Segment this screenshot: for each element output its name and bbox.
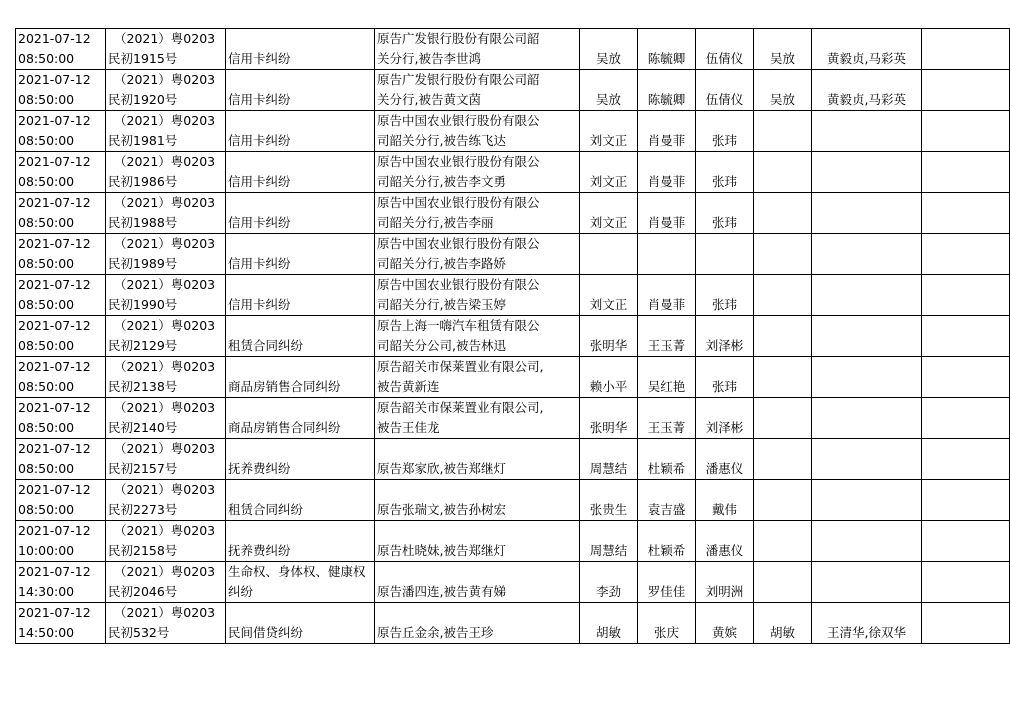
datetime-cell	[16, 275, 106, 316]
jurors-cell	[812, 439, 922, 480]
parties-cell	[375, 521, 580, 562]
table-row	[16, 29, 1010, 70]
parties-line-2: 司韶关分公司,被告林迅	[377, 338, 506, 353]
assistant-cell: 杜颖希	[638, 439, 696, 480]
table-row	[16, 439, 1010, 480]
case-number-cell	[106, 152, 226, 193]
case-number-cell	[106, 480, 226, 521]
parties-cell	[375, 111, 580, 152]
case-number-suffix: 民初1981号	[108, 133, 178, 148]
case-number-suffix: 民初2157号	[108, 461, 178, 476]
case-number-suffix: 民初1986号	[108, 174, 178, 189]
case-number-cell	[106, 275, 226, 316]
parties-line-2: 关分行,被告黄文茵	[377, 92, 481, 107]
clerk-cell: 戴伟	[696, 480, 754, 521]
time-text: 08:50:00	[18, 51, 75, 66]
table-row	[16, 70, 1010, 111]
presiding-cell	[754, 152, 812, 193]
parties-line-2: 原告潘四连,被告黄有娣	[377, 584, 506, 599]
case-number-cell	[106, 357, 226, 398]
judge-cell: 刘文正	[580, 275, 638, 316]
jurors-cell	[812, 193, 922, 234]
jurors-cell	[812, 480, 922, 521]
table-row	[16, 480, 1010, 521]
case-number-cell	[106, 234, 226, 275]
parties-line-2: 司韶关分行,被告李丽	[377, 215, 494, 230]
clerk-cell	[696, 234, 754, 275]
table-row	[16, 275, 1010, 316]
jurors-cell	[812, 398, 922, 439]
case-number-suffix: 民初1920号	[108, 92, 178, 107]
parties-line-2: 原告杜晓妹,被告郑继灯	[377, 543, 506, 558]
empty-cell	[922, 439, 1010, 480]
clerk-cell: 潘惠仪	[696, 521, 754, 562]
date-text: 2021-07-12	[18, 359, 91, 374]
parties-line-2: 原告丘金余,被告王珍	[377, 625, 494, 640]
case-number-cell	[106, 398, 226, 439]
assistant-cell: 吴红艳	[638, 357, 696, 398]
presiding-cell	[754, 111, 812, 152]
judge-cell: 胡敏	[580, 603, 638, 644]
parties-line-1	[377, 480, 577, 500]
case-number-suffix: 民初1989号	[108, 256, 178, 271]
presiding-cell: 吴放	[754, 29, 812, 70]
case-number-suffix: 民初2158号	[108, 543, 178, 558]
case-type-cell: 信用卡纠纷	[226, 70, 375, 111]
time-text: 08:50:00	[18, 174, 75, 189]
table-row	[16, 111, 1010, 152]
assistant-cell: 肖曼菲	[638, 152, 696, 193]
case-type-cell: 信用卡纠纷	[226, 111, 375, 152]
judge-cell: 周慧结	[580, 521, 638, 562]
date-text: 2021-07-12	[18, 277, 91, 292]
clerk-cell: 伍倩仪	[696, 29, 754, 70]
assistant-cell: 肖曼菲	[638, 193, 696, 234]
case-number-suffix: 民初2138号	[108, 379, 178, 394]
time-text: 14:30:00	[18, 584, 75, 599]
presiding-cell	[754, 480, 812, 521]
case-number-suffix: 民初2273号	[108, 502, 178, 517]
judge-cell: 赖小平	[580, 357, 638, 398]
jurors-cell	[812, 562, 922, 603]
case-number-cell	[106, 439, 226, 480]
date-text: 2021-07-12	[18, 523, 91, 538]
case-number-cell	[106, 316, 226, 357]
case-type-cell: 民间借贷纠纷	[226, 603, 375, 644]
parties-line-1: 原告韶关市保莱置业有限公司,	[377, 359, 544, 374]
parties-line-2: 司韶关分行,被告练飞达	[377, 133, 506, 148]
datetime-cell	[16, 603, 106, 644]
assistant-cell: 袁吉盛	[638, 480, 696, 521]
case-number-prefix: （2021）粤0203	[114, 441, 216, 456]
parties-cell	[375, 234, 580, 275]
datetime-cell	[16, 398, 106, 439]
parties-line-2: 司韶关分行,被告李文勇	[377, 174, 506, 189]
empty-cell	[922, 111, 1010, 152]
judge-cell: 刘文正	[580, 111, 638, 152]
parties-cell	[375, 275, 580, 316]
date-text: 2021-07-12	[18, 154, 91, 169]
judge-cell: 吴放	[580, 29, 638, 70]
case-type-cell: 抚养费纠纷	[226, 521, 375, 562]
date-text: 2021-07-12	[18, 195, 91, 210]
case-number-prefix: （2021）粤0203	[114, 318, 216, 333]
case-number-suffix: 民初2140号	[108, 420, 178, 435]
case-number-suffix: 民初2046号	[108, 584, 178, 599]
jurors-cell	[812, 111, 922, 152]
empty-cell	[922, 234, 1010, 275]
case-type-cell: 信用卡纠纷	[226, 193, 375, 234]
parties-line-1: 原告中国农业银行股份有限公	[377, 277, 540, 292]
datetime-cell	[16, 111, 106, 152]
parties-line-1	[377, 439, 577, 459]
case-type-cell: 商品房销售合同纠纷	[226, 398, 375, 439]
empty-cell	[922, 357, 1010, 398]
parties-line-1: 原告中国农业银行股份有限公	[377, 154, 540, 169]
parties-cell	[375, 70, 580, 111]
assistant-cell: 杜颖希	[638, 521, 696, 562]
parties-line-1: 原告中国农业银行股份有限公	[377, 195, 540, 210]
time-text: 08:50:00	[18, 420, 75, 435]
case-type-cell: 信用卡纠纷	[226, 234, 375, 275]
case-number-prefix: （2021）粤0203	[114, 564, 216, 579]
time-text: 14:50:00	[18, 625, 75, 640]
clerk-cell: 刘明洲	[696, 562, 754, 603]
presiding-cell	[754, 193, 812, 234]
clerk-cell: 张玮	[696, 193, 754, 234]
date-text: 2021-07-12	[18, 236, 91, 251]
datetime-cell	[16, 316, 106, 357]
parties-line-2: 司韶关分行,被告李路娇	[377, 256, 506, 271]
jurors-cell	[812, 316, 922, 357]
table-body	[16, 29, 1010, 644]
empty-cell	[922, 398, 1010, 439]
assistant-cell: 张庆	[638, 603, 696, 644]
date-text: 2021-07-12	[18, 318, 91, 333]
datetime-cell	[16, 357, 106, 398]
date-text: 2021-07-12	[18, 400, 91, 415]
date-text: 2021-07-12	[18, 31, 91, 46]
judge-cell: 张贵生	[580, 480, 638, 521]
clerk-cell: 黄嫔	[696, 603, 754, 644]
presiding-cell	[754, 357, 812, 398]
case-number-cell	[106, 193, 226, 234]
clerk-cell: 潘惠仪	[696, 439, 754, 480]
jurors-cell	[812, 521, 922, 562]
date-text: 2021-07-12	[18, 564, 91, 579]
table-row	[16, 152, 1010, 193]
case-number-prefix: （2021）粤0203	[114, 359, 216, 374]
table-row	[16, 316, 1010, 357]
table-row	[16, 357, 1010, 398]
case-number-prefix: （2021）粤0203	[114, 605, 216, 620]
assistant-cell	[638, 234, 696, 275]
clerk-cell: 张玮	[696, 152, 754, 193]
case-type-cell: 生命权、身体权、健康权纠纷	[226, 562, 375, 603]
date-text: 2021-07-12	[18, 113, 91, 128]
parties-cell	[375, 357, 580, 398]
parties-line-2: 被告王佳龙	[377, 420, 440, 435]
table-row	[16, 521, 1010, 562]
case-type-cell: 租赁合同纠纷	[226, 316, 375, 357]
parties-cell	[375, 439, 580, 480]
parties-cell	[375, 152, 580, 193]
parties-line-1: 原告广发银行股份有限公司韶	[377, 31, 540, 46]
assistant-cell: 陈毓卿	[638, 70, 696, 111]
table-row	[16, 562, 1010, 603]
parties-line-1: 原告韶关市保莱置业有限公司,	[377, 400, 544, 415]
time-text: 08:50:00	[18, 502, 75, 517]
assistant-cell: 罗佳佳	[638, 562, 696, 603]
presiding-cell	[754, 316, 812, 357]
time-text: 08:50:00	[18, 215, 75, 230]
presiding-cell: 吴放	[754, 70, 812, 111]
assistant-cell: 王玉菁	[638, 398, 696, 439]
judge-cell: 周慧结	[580, 439, 638, 480]
case-number-suffix: 民初2129号	[108, 338, 178, 353]
clerk-cell: 伍倩仪	[696, 70, 754, 111]
parties-cell	[375, 316, 580, 357]
datetime-cell	[16, 234, 106, 275]
date-text: 2021-07-12	[18, 605, 91, 620]
date-text: 2021-07-12	[18, 482, 91, 497]
presiding-cell	[754, 398, 812, 439]
case-type-cell: 信用卡纠纷	[226, 29, 375, 70]
time-text: 08:50:00	[18, 297, 75, 312]
datetime-cell	[16, 70, 106, 111]
jurors-cell	[812, 152, 922, 193]
judge-cell: 张明华	[580, 316, 638, 357]
parties-cell	[375, 562, 580, 603]
jurors-cell	[812, 357, 922, 398]
datetime-cell	[16, 480, 106, 521]
case-number-cell	[106, 521, 226, 562]
case-number-prefix: （2021）粤0203	[114, 113, 216, 128]
case-number-cell	[106, 70, 226, 111]
jurors-cell: 王清华,徐双华	[812, 603, 922, 644]
jurors-cell	[812, 275, 922, 316]
judge-cell: 刘文正	[580, 152, 638, 193]
case-number-prefix: （2021）粤0203	[114, 482, 216, 497]
assistant-cell: 肖曼菲	[638, 111, 696, 152]
judge-cell: 刘文正	[580, 193, 638, 234]
time-text: 08:50:00	[18, 256, 75, 271]
parties-line-2: 被告黄新连	[377, 379, 440, 394]
jurors-cell: 黄毅贞,马彩英	[812, 70, 922, 111]
clerk-cell: 张玮	[696, 275, 754, 316]
parties-cell	[375, 398, 580, 439]
parties-cell	[375, 29, 580, 70]
table-row	[16, 603, 1010, 644]
judge-cell: 吴放	[580, 70, 638, 111]
clerk-cell: 刘泽彬	[696, 316, 754, 357]
case-number-cell	[106, 562, 226, 603]
case-number-prefix: （2021）粤0203	[114, 195, 216, 210]
table-row	[16, 398, 1010, 439]
parties-line-1: 原告中国农业银行股份有限公	[377, 236, 540, 251]
empty-cell	[922, 603, 1010, 644]
case-number-prefix: （2021）粤0203	[114, 154, 216, 169]
datetime-cell	[16, 193, 106, 234]
empty-cell	[922, 193, 1010, 234]
empty-cell	[922, 152, 1010, 193]
empty-cell	[922, 29, 1010, 70]
datetime-cell	[16, 29, 106, 70]
parties-cell	[375, 480, 580, 521]
empty-cell	[922, 480, 1010, 521]
case-type-cell: 商品房销售合同纠纷	[226, 357, 375, 398]
table-row	[16, 193, 1010, 234]
date-text: 2021-07-12	[18, 441, 91, 456]
time-text: 10:00:00	[18, 543, 75, 558]
case-number-prefix: （2021）粤0203	[114, 523, 216, 538]
case-type-cell: 信用卡纠纷	[226, 275, 375, 316]
case-number-prefix: （2021）粤0203	[114, 236, 216, 251]
empty-cell	[922, 316, 1010, 357]
case-type-cell: 信用卡纠纷	[226, 152, 375, 193]
date-text: 2021-07-12	[18, 72, 91, 87]
empty-cell	[922, 275, 1010, 316]
case-number-suffix: 民初1990号	[108, 297, 178, 312]
presiding-cell: 胡敏	[754, 603, 812, 644]
judge-cell: 李劲	[580, 562, 638, 603]
case-number-suffix: 民初532号	[108, 625, 170, 640]
case-number-prefix: （2021）粤0203	[114, 31, 216, 46]
hearing-schedule-table	[15, 28, 1010, 644]
assistant-cell: 王玉菁	[638, 316, 696, 357]
empty-cell	[922, 521, 1010, 562]
table-row	[16, 234, 1010, 275]
jurors-cell: 黄毅贞,马彩英	[812, 29, 922, 70]
parties-line-2: 司韶关分行,被告梁玉婷	[377, 297, 506, 312]
datetime-cell	[16, 562, 106, 603]
clerk-cell: 刘泽彬	[696, 398, 754, 439]
case-number-prefix: （2021）粤0203	[114, 72, 216, 87]
presiding-cell	[754, 234, 812, 275]
presiding-cell	[754, 275, 812, 316]
case-type-cell: 抚养费纠纷	[226, 439, 375, 480]
parties-line-2: 关分行,被告李世鸿	[377, 51, 481, 66]
parties-cell	[375, 193, 580, 234]
case-number-prefix: （2021）粤0203	[114, 277, 216, 292]
time-text: 08:50:00	[18, 379, 75, 394]
assistant-cell: 陈毓卿	[638, 29, 696, 70]
case-type-cell: 租赁合同纠纷	[226, 480, 375, 521]
time-text: 08:50:00	[18, 338, 75, 353]
clerk-cell: 张玮	[696, 111, 754, 152]
case-number-cell	[106, 603, 226, 644]
case-number-prefix: （2021）粤0203	[114, 400, 216, 415]
case-number-suffix: 民初1988号	[108, 215, 178, 230]
datetime-cell	[16, 521, 106, 562]
time-text: 08:50:00	[18, 461, 75, 476]
time-text: 08:50:00	[18, 92, 75, 107]
time-text: 08:50:00	[18, 133, 75, 148]
judge-cell: 张明华	[580, 398, 638, 439]
empty-cell	[922, 562, 1010, 603]
datetime-cell	[16, 152, 106, 193]
case-number-suffix: 民初1915号	[108, 51, 178, 66]
judge-cell	[580, 234, 638, 275]
empty-cell	[922, 70, 1010, 111]
presiding-cell	[754, 439, 812, 480]
parties-cell	[375, 603, 580, 644]
parties-line-1: 原告广发银行股份有限公司韶	[377, 72, 540, 87]
parties-line-1	[377, 603, 577, 623]
case-number-cell	[106, 111, 226, 152]
parties-line-2: 原告郑家欣,被告郑继灯	[377, 461, 506, 476]
clerk-cell: 张玮	[696, 357, 754, 398]
parties-line-2: 原告张瑞文,被告孙树宏	[377, 502, 506, 517]
parties-line-1	[377, 562, 577, 582]
presiding-cell	[754, 521, 812, 562]
case-number-cell	[106, 29, 226, 70]
parties-line-1	[377, 521, 577, 541]
assistant-cell: 肖曼菲	[638, 275, 696, 316]
datetime-cell	[16, 439, 106, 480]
presiding-cell	[754, 562, 812, 603]
parties-line-1: 原告中国农业银行股份有限公	[377, 113, 540, 128]
parties-line-1: 原告上海一嗨汽车租赁有限公	[377, 318, 540, 333]
jurors-cell	[812, 234, 922, 275]
